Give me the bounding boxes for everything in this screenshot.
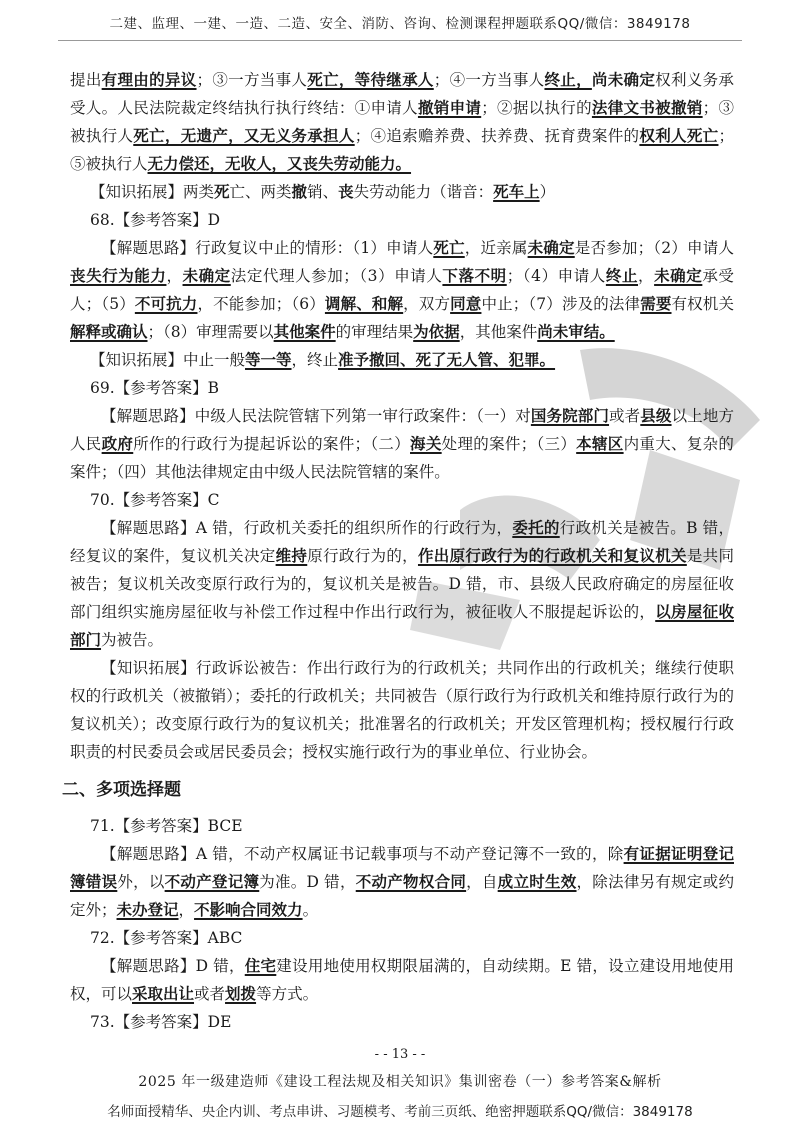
text-run: ， [166,267,183,285]
emphasized-text: 调解、和解 [324,294,404,313]
paragraph [70,654,734,766]
footer-banner: 名师面授精华、央企内训、考点串讲、习题模考、考前三页纸、绝密押题联系QQ/微信：3849178 [107,1104,693,1120]
text-run: 为被告。 [101,631,164,649]
paragraph [70,952,734,1008]
text-run: 建设用地使用权期限届满的，自动续期。E 错，设立建设用地使用权，可以 [70,957,734,1003]
emphasized-text: 海关 [410,434,442,453]
paragraph [70,1008,734,1036]
emphasized-text: 未确定 [654,266,703,285]
text-run: 等方式。 [256,985,319,1003]
text-run: 有权机关 [671,295,734,313]
text-run: 处理的案件；（三） [441,435,577,453]
emphasized-text: 不动产物权合同 [355,872,467,891]
text-run: 或者 [609,407,641,425]
paragraph [70,206,734,234]
text-run: 【解题思路】A 错，行政机关委托的组织所作的行政行为， [101,519,513,537]
text-run: 72.【参考答案】ABC [90,929,243,947]
emphasized-text: 同意 [450,294,482,313]
text-run: 原行政行为的， [307,547,418,565]
text-run: 73.【参考答案】DE [90,1013,232,1031]
text-run: 70.【参考答案】C [90,491,220,509]
paragraph [70,514,734,654]
text-run: ，除法律另有规定或约定外； [70,873,734,919]
text-run: 【解题思路】中级人民法院管辖下列第一审行政案件：（一）对 [101,407,531,425]
emphasized-text: 解释或确认 [70,322,148,341]
emphasized-text: 准予撤回、死了无人管、犯罪。 [338,350,556,369]
emphasized-text: 本辖区 [576,434,624,453]
paragraph [70,924,734,952]
text-run: 销、 [307,183,339,201]
emphasized-text: 有证据证明登记簿错误 [70,844,734,891]
emphasized-text: 采取出让 [132,984,195,1003]
paragraph [70,812,734,840]
text-run: 【知识拓展】两类 [90,183,215,201]
text-run: 为准。D 错， [259,873,356,891]
footer-title: 2025 年一级建造师《建设工程法规及相关知识》集训密卷（一）参考答案&解析 [138,1074,662,1090]
paragraph [70,66,734,178]
text-run: 【解题思路】D 错， [101,957,245,975]
emphasized-text: 尚未确定 [591,70,656,89]
text-run: 提出 [70,71,102,89]
text-run: 的审理结果 [335,323,414,341]
text-run: 行政机关是被告。B 错，经复议的案件，复议机关决定 [70,519,734,565]
text-run: 外，以 [117,873,165,891]
emphasized-text: 划拨 [225,984,257,1003]
emphasized-text: 住宅 [244,956,277,975]
emphasized-text: 未办登记 [116,900,179,919]
text-run: 亡、两类 [229,183,292,201]
text-run: 法定代理人参加；（3）申请人 [230,267,443,285]
text-run: 内重大、复杂的案件；（四）其他法律规定由中级人民法院管辖的案件。 [70,435,734,481]
text-run: ， [638,267,655,285]
text-run: ， [178,901,195,919]
emphasized-text: 成立时生效 [497,872,577,891]
text-run: ；（4）申请人 [506,267,606,285]
text-run: 。 [302,901,319,919]
text-run: 所作的行政行为提起诉讼的案件；（二） [133,435,411,453]
emphasized-text: 国务院部门 [530,406,610,425]
text-run: ；③一方当事人 [196,71,308,89]
emphasized-text: 死亡 [433,238,465,257]
paragraph [70,178,734,206]
text-run: ，其他案件 [459,323,538,341]
text-run: ；④追索赡养费、扶养费、抚育费案件的 [354,127,640,145]
text-run: ，自 [466,873,498,891]
text-run: 是否参加；（2）申请人 [574,239,734,257]
emphasized-text: 不可抗力 [134,294,198,313]
text-run: 是共同被告；复议机关改变原行政行为的，复议机关是被告。D 错，市、县级人民政府确定的房屋征收部门组织实施房屋征收与补偿工作过程中作出行政行为，被征收人不服提起诉讼的， [70,547,734,621]
text-run: 承受人；（5） [70,267,734,313]
paragraph [70,840,734,924]
emphasized-text: 死亡，等待继承人 [307,70,434,89]
text-run: ；③被执行人 [70,99,734,145]
section-title [62,776,734,804]
emphasized-text: 未确定 [527,238,575,257]
emphasized-text: 不动产登记簿 [164,872,260,891]
text-run: 【解题思路】行政复议中止的情形：（1）申请人 [101,239,434,257]
emphasized-text: 无力偿还，无收人，又丧失劳动能力。 [147,154,412,173]
text-run: ；④一方当事人 [433,71,545,89]
emphasized-text: 死车上 [493,182,540,201]
emphasized-text: 维持 [275,546,308,565]
emphasized-text: 未确定 [182,266,231,285]
emphasized-text: 丧 [338,182,354,201]
emphasized-text: 尚未审结。 [537,322,615,341]
emphasized-text: 政府 [101,434,134,453]
text-run: 以上地方人民 [70,407,734,453]
emphasized-text: 死 [214,182,230,201]
text-run: 【解题思路】A 错，不动产权属证书记载事项与不动产登记簿不一致的，除 [101,845,624,863]
text-run: 失劳动能力（谐音： [353,183,494,201]
emphasized-text: 死亡，无遗产，又无义务承担人 [133,126,355,145]
emphasized-text: 其他案件 [273,322,336,341]
paragraph [70,346,734,374]
text-run: ，近亲属 [464,239,528,257]
text-run: 69.【参考答案】B [90,379,220,397]
emphasized-text: 县级 [640,406,672,425]
emphasized-text: 有理由的异议 [101,70,197,89]
emphasized-text: 等一等 [245,350,292,369]
paragraph [70,234,734,346]
emphasized-text: 委托的 [512,518,560,537]
emphasized-text: 终止， [544,70,592,89]
header-banner: 二建、监理、一建、一造、二造、安全、消防、咨询、检测课程押题联系QQ/微信：3849178 [109,16,691,32]
paragraph [70,374,734,402]
text-run: 71.【参考答案】BCE [90,817,243,835]
text-run: 【知识拓展】行政诉讼被告：作出行政行为的行政机关；共同作出的行政机关；继续行使职权的行政机关（被撤销）；委托的行政机关；共同被告（原行政行为行政机关和维持原行政行为的复议机关）；改变原行政行为的复议机关；批准署名的行政机关；开发区管理机构；授权履行行政职责的村民委员会或居民委员会；授权实施行政行为的事业单位、行业协会。 [70,659,734,761]
paragraph [70,402,734,486]
text-run: ，不能参加；（6） [197,295,325,313]
text-run: ） [539,183,556,201]
text-run: ；②据以执行的 [481,99,592,117]
text-run: ；⑤被执行人 [70,127,734,173]
text-run: 权利义务承受人。人民法院裁定终结执行执行终结：①申请人 [70,71,734,117]
text-run: 【知识拓展】中止一般 [90,351,246,369]
text-run: ；（8）审理需要以 [147,323,274,341]
emphasized-text: 法律文书被撤销 [591,98,703,117]
emphasized-text: 不影响合同效力 [194,900,303,919]
paragraph [70,486,734,514]
emphasized-text: 撤销申请 [417,98,482,117]
emphasized-text: 需要 [640,294,672,313]
text-run: 中止；（7）涉及的法律 [481,295,641,313]
text-run: 二、多项选择题 [62,780,181,800]
emphasized-text: 终止 [605,266,639,285]
emphasized-text: 权利人死亡 [639,126,719,145]
document-body [62,66,734,1036]
emphasized-text: 作出原行政行为的行政机关和复议机关 [417,546,687,565]
text-run: ，终止 [291,351,339,369]
text-run: ，双方 [403,295,451,313]
emphasized-text: 为依据 [413,322,460,341]
emphasized-text: 以房屋征收部门 [70,602,734,649]
emphasized-text: 撤 [291,182,308,201]
text-run: 或者 [194,985,226,1003]
emphasized-text: 丧失行为能力 [70,266,167,285]
text-run: 68.【参考答案】D [90,211,221,229]
emphasized-text: 下落不明 [442,266,507,285]
page-number: - - 13 - - [374,1047,426,1062]
header-divider [58,40,742,41]
